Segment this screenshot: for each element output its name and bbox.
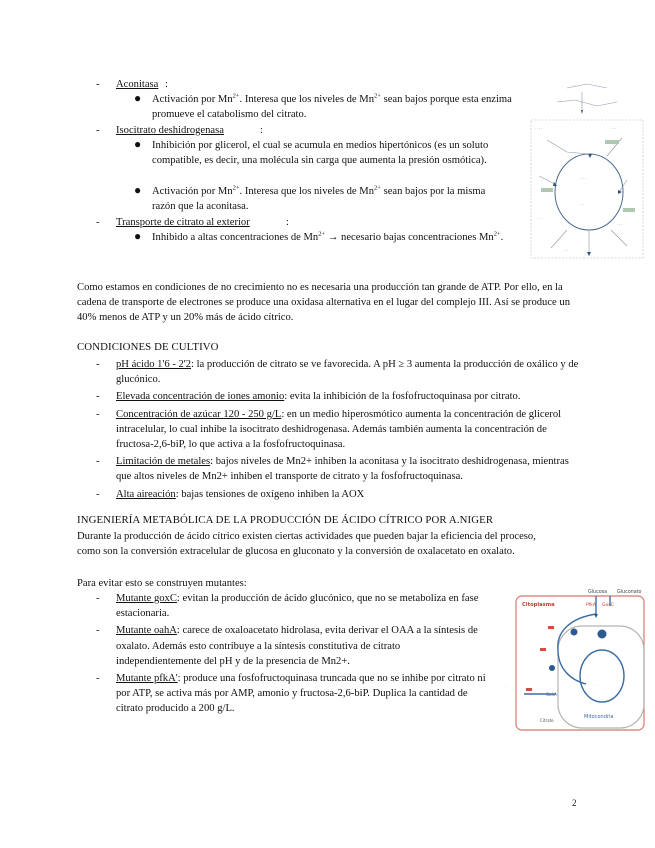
item-title: Isocitrato deshidrogenasa <box>116 125 224 136</box>
svg-text:· · · ·: · · · · <box>535 127 543 131</box>
svg-text:Citoplasma: Citoplasma <box>522 602 555 608</box>
svg-text:· · ·: · · · <box>571 84 577 88</box>
svg-text:Citrate: Citrate <box>540 718 554 723</box>
svg-text:· · · ·: · · · · <box>579 177 587 181</box>
svg-text:· · ·: · · · <box>617 223 623 227</box>
svg-text:Mitocondria: Mitocondria <box>584 714 614 720</box>
list-item-aconitasa: - Aconitasa : <box>96 77 526 92</box>
bullet-icon: ● <box>134 137 142 151</box>
tca-cycle-figure <box>527 80 647 262</box>
paragraph-mutantes-intro: Para evitar esto se construyen mutantes: <box>77 578 247 589</box>
sub-item: ● Activación por $Mn^{2+}$. Interesa que los niveles de $Mn^{2+}$ sean bajos porque esta enzima promueve el catabolismo del citrato. <box>134 91 512 121</box>
item-title: Transporte de citrato al exterior <box>116 217 250 228</box>
list-item: - Mutante pfkA': produce una fosfofructoquinasa truncada que no se inhibe por citrato ni por ATP, se activa más por AMP, amonio y fructosa-2,6-biP. Duplica la cantidad de citrato producido a 200 g/L. <box>96 673 486 715</box>
list-item-isocitrato: - Isocitrato deshidrogenasa : <box>96 123 526 138</box>
list-item: - Alta aireación: bajas tensiones de oxígeno inhiben la AOX <box>96 488 365 500</box>
svg-text:· · ·: · · · <box>590 659 595 663</box>
svg-text:GoxC: GoxC <box>602 603 614 608</box>
bullet-icon: ● <box>134 183 142 197</box>
paragraph-ingenieria: Durante la producción de ácido cítrico existen ciertas actividades que pueden bajar la eficiencia del proceso, como son la conversión extracelular de glucosa en gluconato y la conversión de oxalacetato en oxalato. <box>77 531 536 558</box>
tca-cycle-diagram <box>527 80 647 262</box>
cell-metabolism-figure <box>500 584 650 734</box>
list-item: - Concentración de azúcar 120 - 250 g/L: en un medio hiperosmótico aumenta la concentración de glicerol intracelular, lo cual inhibe la isocitrato deshidrogenasa. Además también aumenta la concentración de fructosa-2,6-biP, lo que activa a la fosfofructoquinasa. <box>96 408 562 451</box>
list-item: - pH ácido 1'6 - 2'2: la producción de citrato se ve favorecida. A pH ≥ 3 aumenta la producción de oxálico y de glucónico. <box>96 359 579 386</box>
list-item: - Mutante goxC: evitan la producción de ácido glucónico, que no se metaboliza en fase estacionaria. <box>96 593 479 620</box>
top-list <box>96 77 526 261</box>
list-item-transporte: - Transporte de citrato al exterior : <box>96 215 526 230</box>
svg-text:· · ·: · · · <box>600 697 605 701</box>
svg-text:· · ·: · · · <box>562 639 567 643</box>
list-item: - Limitación de metales: bajos niveles de Mn2+ inhiben la aconitasa y la isocitrato deshidrogenasa, mientras que altos niveles de Mn2+ inhiben el transporte de citrato y la fosfofructoquinasa. <box>96 456 569 483</box>
heading-condiciones-cultivo: CONDICIONES DE CULTIVO <box>77 341 219 353</box>
svg-text:· · ·: · · · <box>563 249 569 253</box>
heading-ingenieria-metabolica: INGENIERÍA METABÓLICA DE LA PRODUCCIÓN DE ÁCIDO CÍTRICO POR A.NIGER <box>77 514 494 526</box>
bullet-icon: ● <box>134 91 142 105</box>
svg-text:· · ·: · · · <box>537 217 543 221</box>
paragraph-no-crecimiento: Como estamos en condiciones de no crecimiento no es necesaria una producción tan grande de ATP. Por ello, en la cadena de transporte de electrones se produce una oxidasa alternativa en el lugar del complejo III. Así se produce un 40% menos de ATP y un 20% más de ácido cítrico. <box>77 282 570 324</box>
svg-text:PfkA: PfkA <box>586 603 596 608</box>
sub-item: ● Inhibición por glicerol, el cual se acumula en medios hipertónicos (es un soluto compatible, es decir, una molécula sin carga que aumenta la presión osmótica). <box>134 137 489 167</box>
svg-text:· · ·: · · · <box>592 683 597 687</box>
svg-text:· · ·: · · · <box>611 127 617 131</box>
svg-text:Glucosa: Glucosa <box>588 590 608 595</box>
page-number: 2 <box>572 798 577 808</box>
svg-text:OahA: OahA <box>546 692 557 697</box>
svg-text:· ·: · · <box>504 685 507 689</box>
mutantes-list <box>96 591 486 717</box>
item-title: Aconitasa <box>116 79 159 90</box>
svg-text:· · ·: · · · <box>579 203 585 207</box>
svg-text:Gluconato: Gluconato <box>617 590 642 595</box>
sub-item: ● Inhibido a altas concentraciones de $Mn^{2+}$ → necesario bajas concentraciones $Mn^{2+}$. <box>134 229 504 243</box>
sub-item: ● Activación por $Mn^{2+}$. Interesa que los niveles de $Mn^{2+}$ sean bajos por la misma razón que la aconitasa. <box>134 183 486 213</box>
list-item: - Elevada concentración de iones amonio: evita la inhibición de la fosfofructoquinasa por citrato. <box>96 391 521 403</box>
cultivo-list <box>96 357 580 502</box>
bullet-icon: ● <box>134 229 142 243</box>
cell-mitochondria-diagram <box>500 584 650 734</box>
list-item: - Mutante oahA: carece de oxaloacetato hidrolasa, evita derivar el OAA a la síntesis de oxalato. Además esto contribuye a la síntesis constitutiva de citrato independientemente del pH y de la presencia de Mn2+. <box>96 625 478 667</box>
